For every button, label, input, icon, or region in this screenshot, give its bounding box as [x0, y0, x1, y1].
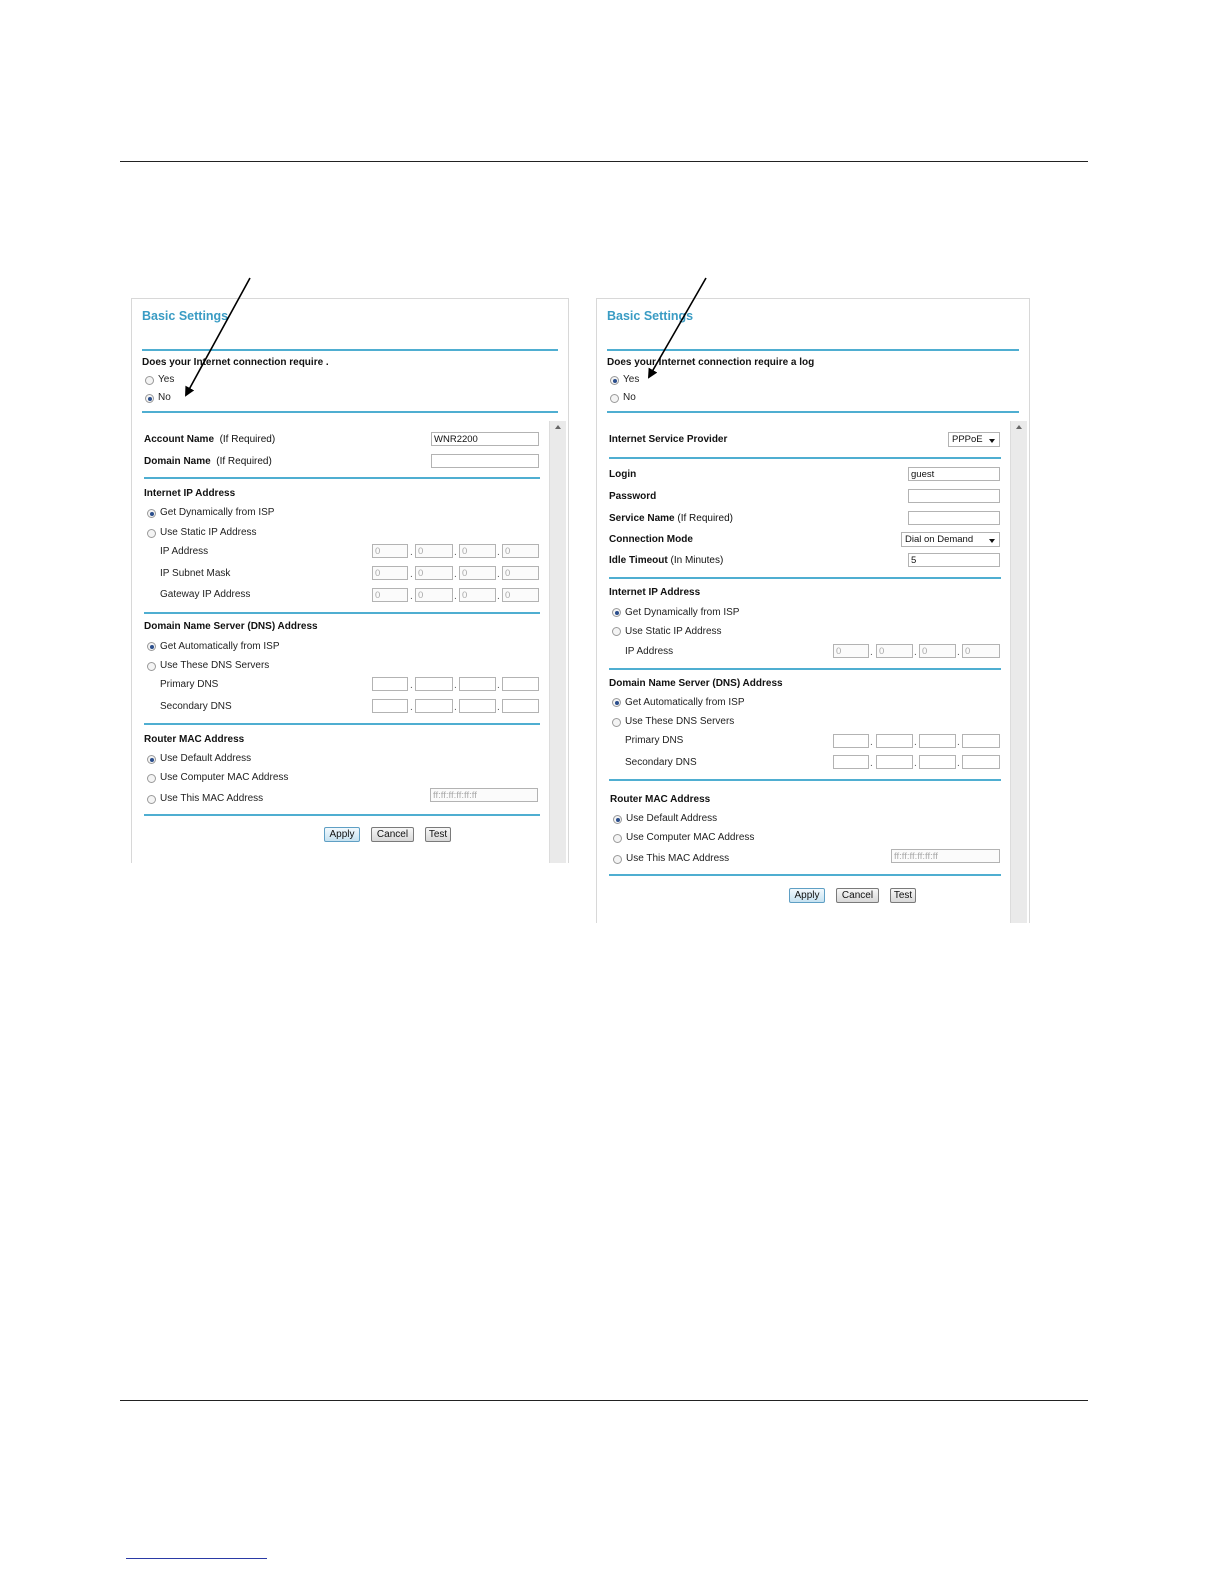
octet-dot: . [914, 758, 917, 769]
cancel-button[interactable]: Cancel [836, 888, 879, 903]
octet-dot: . [410, 569, 413, 580]
secondary-dns-label: Secondary DNS [625, 757, 697, 768]
octet-dot: . [410, 547, 413, 558]
primary-dns-label: Primary DNS [160, 679, 219, 690]
mask-octet-1[interactable]: 0 [372, 566, 408, 580]
apply-button[interactable]: Apply [324, 827, 360, 842]
password-label: Password [609, 491, 657, 502]
test-button[interactable]: Test [890, 888, 916, 903]
octet-dot: . [914, 737, 917, 748]
mask-octet-4[interactable]: 0 [502, 566, 539, 580]
static-ip-label: Use Static IP Address [625, 626, 722, 637]
ip-octet-2[interactable]: 0 [415, 544, 453, 558]
connection-mode-value: Dial on Demand [905, 534, 974, 545]
octet-dot: . [410, 680, 413, 691]
internet-ip-heading: Internet IP Address [144, 488, 236, 499]
octet-dot: . [410, 591, 413, 602]
connection-mode-label: Connection Mode [609, 534, 693, 545]
dns-manual-label: Use These DNS Servers [625, 716, 735, 727]
apply-button[interactable]: Apply [789, 888, 825, 903]
computer-mac-label: Use Computer MAC Address [160, 772, 289, 783]
octet-dot: . [497, 569, 500, 580]
dns-auto-label: Get Automatically from ISP [625, 697, 745, 708]
radio-yes-label: Yes [158, 374, 175, 385]
octet-dot: . [957, 737, 960, 748]
ip-octet-3[interactable]: 0 [459, 544, 496, 558]
octet-dot: . [957, 758, 960, 769]
gateway-octet-4[interactable]: 0 [502, 588, 539, 602]
mac-address-input[interactable]: ff:ff:ff:ff:ff:ff [430, 788, 538, 802]
ip-octet-4[interactable]: 0 [962, 644, 1000, 658]
service-name-label: Service Name (If Required) [609, 513, 733, 524]
dns-manual-label: Use These DNS Servers [160, 660, 270, 671]
mac-heading: Router MAC Address [144, 734, 245, 745]
account-name-label: Account Name (If Required) [144, 434, 276, 445]
callout-arrow-left [186, 278, 250, 395]
internet-ip-heading: Internet IP Address [609, 587, 701, 598]
this-mac-label: Use This MAC Address [626, 853, 730, 864]
get-dynamic-label: Get Dynamically from ISP [160, 507, 275, 518]
gateway-octet-3[interactable]: 0 [459, 588, 496, 602]
octet-dot: . [454, 680, 457, 691]
mask-octet-3[interactable]: 0 [459, 566, 496, 580]
mac-address-input[interactable]: ff:ff:ff:ff:ff:ff [891, 849, 1000, 863]
radio-yes-label: Yes [623, 374, 640, 385]
default-mac-label: Use Default Address [160, 753, 252, 764]
ip-octet-1[interactable]: 0 [372, 544, 408, 558]
idle-timeout-label: Idle Timeout (In Minutes) [609, 555, 724, 566]
octet-dot: . [497, 702, 500, 713]
octet-dot: . [454, 702, 457, 713]
login-label: Login [609, 469, 637, 480]
octet-dot: . [454, 591, 457, 602]
ip-address-label: IP Address [160, 546, 209, 557]
login-question: Does your Internet connection require a log [607, 357, 815, 368]
octet-dot: . [870, 647, 873, 658]
ip-octet-2[interactable]: 0 [876, 644, 913, 658]
ip-address-label: IP Address [625, 646, 674, 657]
account-name-input[interactable]: WNR2200 [431, 432, 539, 446]
octet-dot: . [870, 758, 873, 769]
mac-heading: Router MAC Address [610, 794, 711, 805]
gateway-octet-1[interactable]: 0 [372, 588, 408, 602]
callout-arrow-right [649, 278, 706, 377]
dns-auto-label: Get Automatically from ISP [160, 641, 280, 652]
test-button[interactable]: Test [425, 827, 451, 842]
mask-octet-2[interactable]: 0 [415, 566, 453, 580]
subnet-mask-label: IP Subnet Mask [160, 568, 231, 579]
dns-heading: Domain Name Server (DNS) Address [144, 621, 318, 632]
ip-octet-1[interactable]: 0 [833, 644, 869, 658]
default-mac-label: Use Default Address [626, 813, 718, 824]
isp-label: Internet Service Provider [609, 434, 728, 445]
static-ip-label: Use Static IP Address [160, 527, 257, 538]
octet-dot: . [410, 702, 413, 713]
dns-heading: Domain Name Server (DNS) Address [609, 678, 783, 689]
gateway-octet-2[interactable]: 0 [415, 588, 453, 602]
octet-dot: . [957, 647, 960, 658]
radio-no-label: No [158, 392, 171, 403]
get-dynamic-label: Get Dynamically from ISP [625, 607, 740, 618]
primary-dns-label: Primary DNS [625, 735, 684, 746]
octet-dot: . [870, 737, 873, 748]
octet-dot: . [914, 647, 917, 658]
octet-dot: . [497, 591, 500, 602]
radio-no-label: No [623, 392, 636, 403]
octet-dot: . [497, 547, 500, 558]
octet-dot: . [454, 547, 457, 558]
idle-timeout-input[interactable]: 5 [908, 553, 1000, 567]
panel-title: Basic Settings [607, 309, 694, 323]
isp-select-value: PPPoE [952, 434, 983, 445]
octet-dot: . [454, 569, 457, 580]
ip-octet-4[interactable]: 0 [502, 544, 539, 558]
octet-dot: . [497, 680, 500, 691]
ip-octet-3[interactable]: 0 [919, 644, 956, 658]
this-mac-label: Use This MAC Address [160, 793, 264, 804]
gateway-ip-label: Gateway IP Address [160, 589, 251, 600]
cancel-button[interactable]: Cancel [371, 827, 414, 842]
domain-name-label: Domain Name (If Required) [144, 456, 272, 467]
login-input[interactable]: guest [908, 467, 1000, 481]
panel-title: Basic Settings [142, 309, 229, 323]
computer-mac-label: Use Computer MAC Address [626, 832, 755, 843]
secondary-dns-label: Secondary DNS [160, 701, 232, 712]
login-question: Does your Internet connection require . [142, 357, 329, 368]
